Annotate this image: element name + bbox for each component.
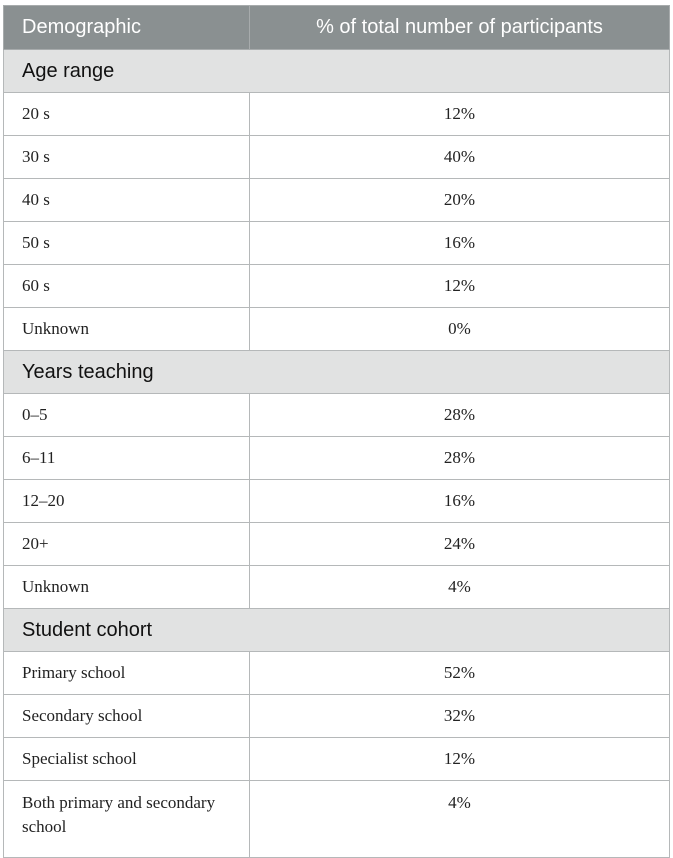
row-label: 20+ — [4, 523, 250, 566]
row-label: 50 s — [4, 222, 250, 265]
row-value: 32% — [250, 695, 670, 738]
row-label: Unknown — [4, 566, 250, 609]
table-row — [4, 136, 670, 179]
section-title: Student cohort — [4, 609, 670, 652]
row-value: 40% — [250, 136, 670, 179]
header-percent: % of total number of participants — [250, 6, 670, 50]
row-label: 40 s — [4, 179, 250, 222]
row-label: 12–20 — [4, 480, 250, 523]
table-row — [4, 308, 670, 351]
table-row — [4, 652, 670, 695]
table-row — [4, 781, 670, 858]
row-label: Secondary school — [4, 695, 250, 738]
row-label: 6–11 — [4, 437, 250, 480]
header-row — [4, 6, 670, 50]
demographics-table — [3, 5, 670, 858]
row-label: 20 s — [4, 93, 250, 136]
section-row — [4, 50, 670, 93]
table-row — [4, 566, 670, 609]
row-value: 4% — [250, 781, 670, 858]
row-value: 4% — [250, 566, 670, 609]
table-row — [4, 437, 670, 480]
table-body — [4, 50, 670, 858]
table-row — [4, 222, 670, 265]
row-value: 12% — [250, 738, 670, 781]
row-label: Primary school — [4, 652, 250, 695]
header-demographic: Demographic — [4, 6, 250, 50]
row-value: 16% — [250, 222, 670, 265]
table-row — [4, 695, 670, 738]
row-value: 28% — [250, 394, 670, 437]
table-row — [4, 394, 670, 437]
row-label: Unknown — [4, 308, 250, 351]
table-row — [4, 93, 670, 136]
section-title: Years teaching — [4, 351, 670, 394]
row-value: 28% — [250, 437, 670, 480]
table-row — [4, 523, 670, 566]
row-label: 60 s — [4, 265, 250, 308]
table-row — [4, 265, 670, 308]
row-value: 0% — [250, 308, 670, 351]
row-value: 20% — [250, 179, 670, 222]
row-label: Both primary and secondary school — [4, 781, 250, 858]
row-value: 52% — [250, 652, 670, 695]
section-row — [4, 351, 670, 394]
row-label: 30 s — [4, 136, 250, 179]
row-value: 12% — [250, 265, 670, 308]
row-value: 16% — [250, 480, 670, 523]
section-row — [4, 609, 670, 652]
row-label: Specialist school — [4, 738, 250, 781]
row-value: 24% — [250, 523, 670, 566]
row-value: 12% — [250, 93, 670, 136]
section-title: Age range — [4, 50, 670, 93]
table-row — [4, 738, 670, 781]
row-label: 0–5 — [4, 394, 250, 437]
table-row — [4, 179, 670, 222]
table-row — [4, 480, 670, 523]
